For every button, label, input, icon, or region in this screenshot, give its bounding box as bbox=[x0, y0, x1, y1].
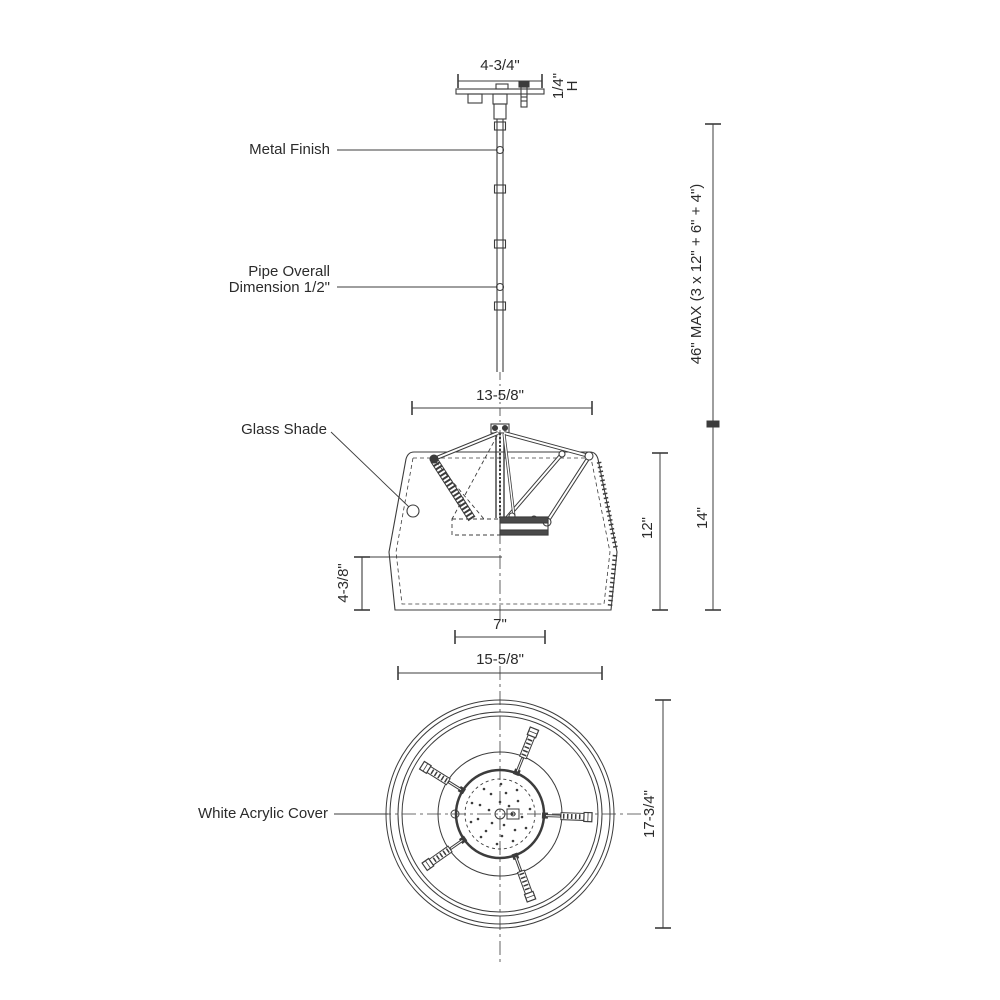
dim-label-cover-diameter: 15-5/8" bbox=[476, 651, 524, 668]
bottom-plan-view bbox=[334, 666, 671, 962]
label-pipe-overall bbox=[170, 264, 330, 296]
stem-nipple bbox=[496, 84, 508, 89]
dim-label-overall-drop: 46" MAX (3 x 12" + 6" + 4") bbox=[688, 183, 705, 365]
dim-label-shade-glass-height: 12" bbox=[639, 517, 656, 540]
canopy-tab bbox=[468, 94, 482, 103]
dim-overall-drop bbox=[705, 124, 721, 427]
label-pipe-overall-line1: Pipe Overall bbox=[248, 263, 330, 280]
screw-lower-left bbox=[422, 834, 468, 870]
label-glass-shade: Glass Shade bbox=[241, 421, 327, 438]
perforated-ring-dashed bbox=[465, 779, 535, 849]
socket-bracket bbox=[500, 517, 548, 535]
canopy-plate bbox=[456, 89, 544, 94]
glass-shade-target bbox=[407, 505, 419, 517]
label-pipe-overall-line2: Dimension 1/2" bbox=[228, 279, 330, 296]
label-metal-finish: Metal Finish bbox=[249, 141, 330, 158]
dim-label-shade-bottom-diameter: 17-3/4" bbox=[641, 790, 658, 838]
stem-pipe bbox=[493, 94, 507, 424]
screw-upper-right bbox=[512, 727, 539, 777]
screw-right bbox=[542, 811, 592, 822]
canopy-assembly bbox=[337, 74, 544, 424]
screw-bottom bbox=[510, 852, 536, 902]
dim-label-shade-top-width: 13-5/8" bbox=[476, 387, 524, 404]
leader-glass-shade bbox=[331, 432, 409, 507]
hidden-bracket bbox=[452, 519, 500, 535]
dim-label-canopy-height-suffix: H bbox=[564, 80, 581, 92]
dim-shade-lower-height bbox=[354, 557, 370, 610]
dim-label-canopy-height bbox=[552, 70, 580, 102]
dim-label-shade-lower-height: 4-3/8" bbox=[335, 563, 352, 603]
label-white-acrylic-cover: White Acrylic Cover bbox=[197, 805, 328, 822]
shade-section-view bbox=[331, 401, 617, 644]
dim-label-shade-overall-height: 14" bbox=[694, 507, 711, 530]
dim-label-canopy-width: 4-3/4" bbox=[480, 57, 520, 74]
dim-label-bottom-opening: 7" bbox=[493, 616, 507, 633]
spider-assembly bbox=[430, 424, 593, 535]
dim-label-canopy-height-value: 1/4" bbox=[550, 72, 567, 100]
